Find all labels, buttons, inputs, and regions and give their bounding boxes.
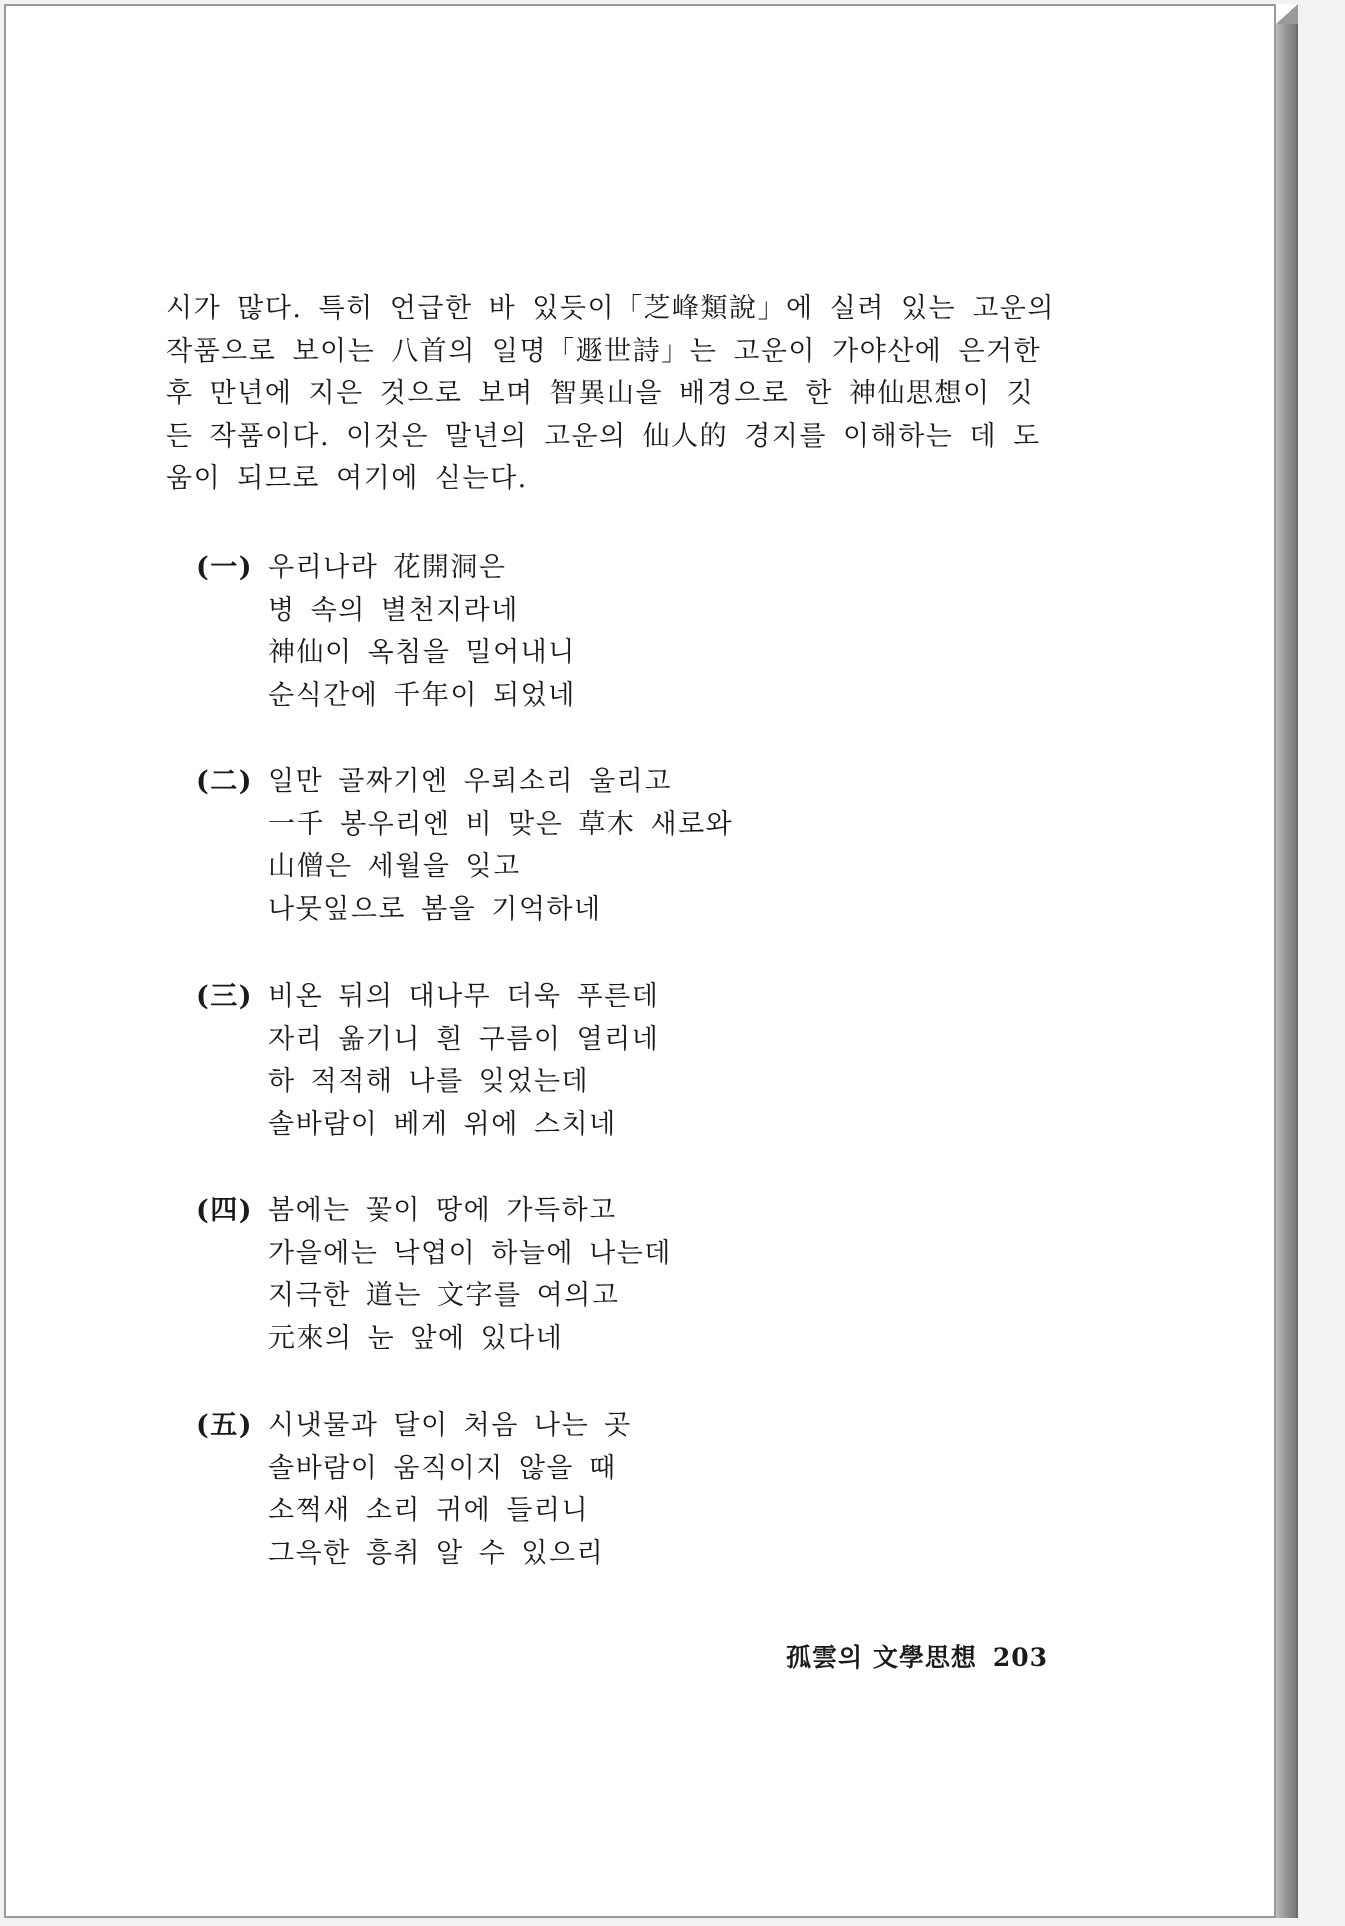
prose-line: 든 작품이다. 이것은 말년의 고운의 仙人的 경지를 이해하는 데 도 — [166, 420, 1041, 452]
verse-line: 元來의 눈 앞에 있다네 — [268, 1322, 564, 1354]
stanza-verse — [268, 547, 956, 717]
prose-line: 시가 많다. 특히 언급한 바 있듯이「芝峰類說」에 실려 있는 고운의 — [166, 293, 1055, 324]
poem-stanza-1 — [196, 547, 956, 717]
verse-line: 솔바람이 움직이지 않을 때 — [268, 1452, 617, 1484]
poem-stanza-5 — [196, 1405, 956, 1575]
verse-line: 시냇물과 달이 처음 나는 곳 — [268, 1410, 632, 1441]
page-number: 203 — [992, 1643, 1049, 1672]
page-corner — [1276, 4, 1298, 24]
verse-line: 하 적적해 나를 잊었는데 — [268, 1066, 590, 1097]
verse-line: 가을에는 낙엽이 하늘에 나는데 — [268, 1237, 672, 1269]
stanza-number: (五) — [196, 1410, 254, 1441]
prose-line: 후 만년에 지은 것으로 보며 智異山을 배경으로 한 神仙思想이 깃 — [166, 378, 1035, 409]
verse-line: 일만 골짜기엔 우뢰소리 울리고 — [268, 766, 672, 797]
verse-line: 지극한 道는 文字를 여의고 — [268, 1280, 620, 1311]
verse-line: 나뭇잎으로 봄을 기억하네 — [268, 893, 602, 925]
stanza-number: (三) — [196, 981, 254, 1012]
prose-line: 움이 되므로 여기에 싣는다. — [166, 463, 528, 494]
verse-line: 山僧은 세월을 잊고 — [268, 851, 521, 882]
stanza-verse — [268, 1190, 956, 1360]
verse-line: 비온 뒤의 대나무 더욱 푸른데 — [268, 981, 660, 1012]
stanza-number: (二) — [196, 766, 254, 797]
poem-stanza-2 — [196, 761, 956, 931]
page-edge-shadow — [1276, 8, 1298, 1918]
stanza-number: (一) — [196, 552, 254, 583]
verse-line: 그윽한 흥취 알 수 있으리 — [268, 1537, 605, 1569]
verse-line: 순식간에 千年이 되었네 — [268, 679, 576, 711]
verse-line: 神仙이 옥침을 밀어내니 — [268, 637, 576, 668]
poem-stanza-3 — [196, 976, 956, 1146]
poem-stanza-4 — [196, 1190, 956, 1360]
verse-line: 병 속의 별천지라네 — [268, 594, 519, 626]
running-title: 孤雲의 文學思想 — [786, 1643, 977, 1672]
stanza-verse — [268, 976, 956, 1146]
stanza-number: (四) — [196, 1195, 254, 1226]
stanza-verse — [268, 761, 956, 931]
page-footer — [786, 1638, 1048, 1674]
verse-line: 자리 옮기니 흰 구름이 열리네 — [268, 1023, 660, 1055]
verse-line: 一千 봉우리엔 비 맞은 草木 새로와 — [268, 808, 734, 840]
verse-line: 봄에는 꽃이 땅에 가득하고 — [268, 1195, 617, 1226]
prose-paragraph — [166, 288, 1072, 501]
prose-line: 작품으로 보이는 八首의 일명「遯世詩」는 고운이 가야산에 은거한 — [166, 335, 1042, 367]
verse-line: 우리나라 花開洞은 — [268, 552, 507, 583]
verse-line: 솔바람이 베게 위에 스치네 — [268, 1108, 617, 1140]
verse-line: 소쩍새 소리 귀에 들리니 — [268, 1495, 590, 1526]
stanza-verse — [268, 1405, 956, 1575]
